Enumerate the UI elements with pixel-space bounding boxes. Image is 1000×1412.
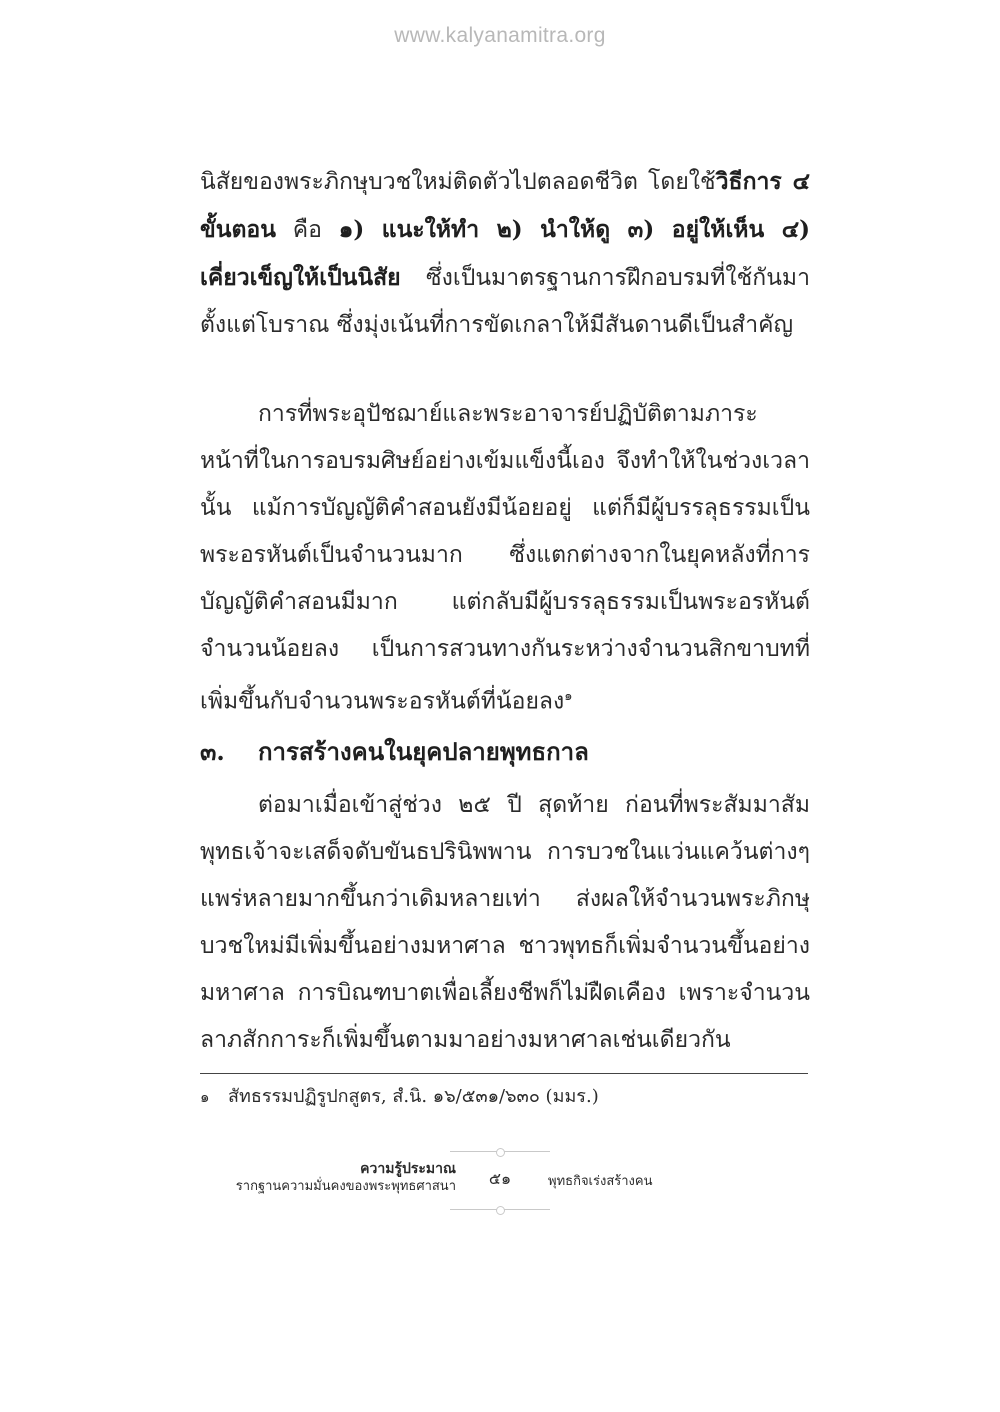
footnote-text: สัทธรรมปฏิรูปกสูตร, สํ.นิ. ๑๖/๕๓๑/๖๓๐ (มมร.) — [228, 1086, 599, 1107]
paragraph-1 — [200, 158, 810, 349]
footnote-divider — [200, 1073, 808, 1074]
paragraph-3 — [200, 782, 810, 1064]
footer-subtitle: รากฐานความมั่นคงของพระพุทธศาสนา — [235, 1179, 456, 1194]
footer-book-title — [236, 1160, 456, 1196]
paragraph-1-bold-2: ๑) แนะให้ทำ ๒) นำให้ดู ๓) อยู่ให้เห็น ๔) เคี่ยวเข็ญให้เป็นนิสัย — [200, 216, 810, 291]
paragraph-1-part-3: ซึ่งเป็นมาตรฐานการฝึกอบรมที่ใช้กันมาตั้งแต่โบราณ ซึ่งมุ่งเน้นที่การขัดเกลาให้มีสันดานดีเป็นสำคัญ — [200, 265, 810, 338]
footer-ornament-top — [450, 1151, 550, 1152]
footnote-mark: ๑ — [200, 1088, 210, 1106]
section-number: ๓. — [200, 737, 225, 766]
footer-chapter-title: พุทธกิจเร่งสร้างคน — [548, 1174, 653, 1189]
page-number: ๕๑ — [488, 1169, 512, 1188]
paragraph-3-text: ต่อมาเมื่อเข้าสู่ช่วง ๒๕ ปี สุดท้าย ก่อนที่พระสัมมาสัมพุทธเจ้าจะเสด็จดับขันธปรินิพพาน การบวชในแว่นแคว้นต่างๆ แพร่หลายมากขึ้นกว่าเดิมหลายเท่า ส่งผลให้จำนวนพระภิกษุบวชใหม่มีเพิ่มขึ้นอย่างมหาศาล ชาวพุทธก็เพิ่มจำนวนขึ้นอย่างมหาศาล การบิณฑบาตเพื่อเลี้ยงชีพก็ไม่ฝืดเคือง เพราะจำนวนลาภสักการะก็เพิ่มขึ้นตามมาอย่างมหาศาลเช่นเดียวกัน — [200, 792, 810, 1053]
footnote — [200, 1082, 810, 1112]
paragraph-1-part-2: คือ — [275, 217, 339, 243]
paragraph-2 — [200, 391, 810, 726]
paragraph-2-body: การที่พระอุปัชฌาย์และพระอาจารย์ปฏิบัติตามภาระหน้าที่ในการอบรมศิษย์อย่างเข้มแข็งนี้เอง จึงทำให้ในช่วงเวลานั้น แม้การบัญญัติคำสอนยังมีน้อยอยู่ แต่ก็มีผู้บรรลุธรรมเป็นพระอรหันต์เป็นจำนวนมาก ซึ่งแตกต่างจากในยุคหลังที่การบัญญัติคำสอนมีมาก แต่กลับมีผู้บรรลุธรรมเป็นพระอรหันต์จำนวนน้อยลง เป็นการสวนทางกันระหว่างจำนวนสิกขาบทที่เพิ่มขึ้นกับจำนวนพระอรหันต์ที่น้อยลง — [200, 401, 810, 715]
watermark-url: www.kalyanamitra.org — [394, 24, 606, 47]
footer-title: ความรู้ประมาณ — [360, 1161, 456, 1177]
section-title: การสร้างคนในยุคปลายพุทธกาล — [258, 737, 589, 766]
paragraph-1-bold-1: วิธีการ ๔ ขั้นตอน — [200, 168, 810, 243]
paragraph-1-text — [200, 158, 810, 349]
page-footer — [0, 1146, 1000, 1216]
section-heading — [200, 728, 810, 775]
paragraph-2-text — [200, 391, 810, 726]
paragraph-1-part-1: นิสัยของพระภิกษุบวชใหม่ติดตัวไปตลอดชีวิต โดยใช้ — [200, 169, 716, 195]
footnote-reference: ๑ — [564, 689, 573, 704]
footer-ornament-bottom — [450, 1209, 550, 1210]
